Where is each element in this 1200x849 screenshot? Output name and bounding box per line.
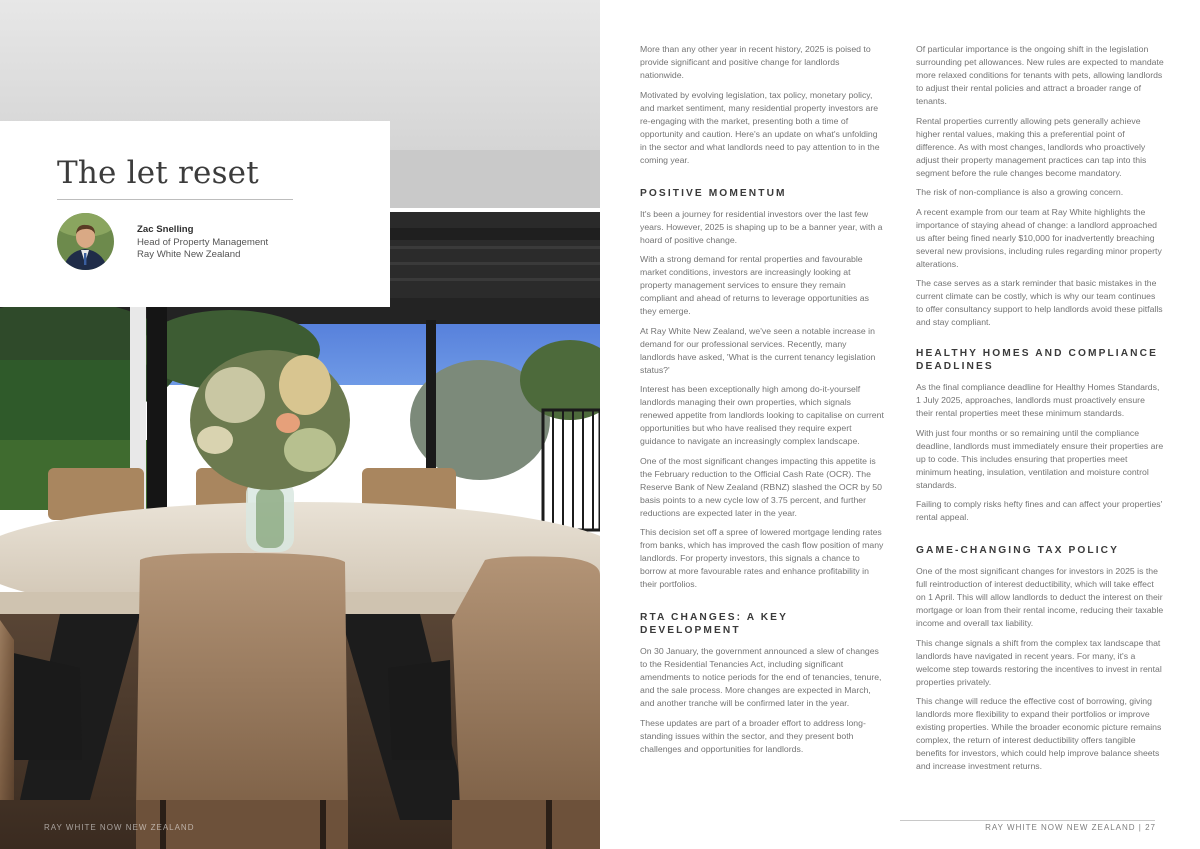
- pets-paragraph-5: The case serves as a stark reminder that basic mistakes in the current climate can be costly, which is why our team continues to offer consultancy support to help landlords avoid these pitfalls and stay compliant.: [916, 278, 1163, 327]
- title-card: [0, 121, 390, 307]
- tax-paragraph-2: This change signals a shift from the complex tax landscape that landlords have navigated in recent years. For many, it's a welcome step towards restoring the incentives to invest in rental properties privately.: [916, 637, 1162, 687]
- momentum-paragraph-4: Interest has been exceptionally high among do-it-yourself landlords managing their own properties, which signals renewed appetite from landlords looking to capitalise on current opportunities but who have realised they require expert guidance to navigate an increasingly complex landscape.: [640, 384, 884, 446]
- left-page-footer: RAY WHITE NOW NEW ZEALAND: [44, 823, 195, 832]
- healthy-paragraph-3: Failing to comply risks hefty fines and can affect your properties' rental appeal.: [916, 499, 1163, 522]
- pets-paragraph-3: The risk of non-compliance is also a growing concern.: [916, 187, 1124, 197]
- rta-paragraph-2: These updates are part of a broader effort to address long-standing issues within the sector, and they present both challenges and opportunities for landlords.: [640, 717, 866, 754]
- intro-paragraph-2: Motivated by evolving legislation, tax policy, monetary policy, and market sentiment, many residential property investors are re-engaging with the market, presenting both a time of opportunity and caution. Here's an update on what's unfolding in the sector and what landlords need to pay attention to in the coming year.: [640, 89, 880, 165]
- healthy-paragraph-2: With just four months or so remaining until the compliance deadline, landlords must immediately ensure their properties are up to code. This includes ensuring that properties meet minimum heating, insulation, ventilation and moisture control standards.: [916, 427, 1164, 490]
- momentum-paragraph-2: With a strong demand for rental properties and favourable market conditions, investors are increasingly looking at property management services to ensure they remain compliant and ahead of returns to leverage opportunities as they emerge.: [640, 254, 869, 316]
- author-portrait-icon: [57, 213, 114, 270]
- tax-paragraph-3: This change will reduce the effective cost of borrowing, giving landlords more flexibility to expand their portfolios or improve existing properties. While the broader economic picture remains complex, the return of interest deductibility offers tangible benefits for investors, which could help improve balance sheets and increase investment returns.: [916, 696, 1162, 771]
- right-page-footer: RAY WHITE NOW NEW ZEALAND | 27: [985, 823, 1156, 832]
- heading-positive-momentum: POSITIVE MOMENTUM: [640, 187, 787, 199]
- footer-divider: [900, 820, 1155, 821]
- heading-rta-changes: RTA CHANGES: A KEY DEVELOPMENT: [640, 612, 788, 636]
- intro-paragraph-1: More than any other year in recent history, 2025 is poised to provide significant and positive change for landlords nationwide.: [640, 44, 871, 80]
- momentum-paragraph-6: This decision set off a spree of lowered mortgage lending rates from banks, which has improved the cash flow position of many landlords. For property investors, this signals a chance to borrow at more favourable rates and enhance profitability in their portfolios.: [640, 527, 884, 589]
- article-title: The let reset: [57, 155, 259, 191]
- title-divider: [57, 199, 293, 200]
- text-column-1: [640, 43, 884, 762]
- rta-paragraph-1: On 30 January, the government announced a slew of changes to the Residential Tenancies Act, including significant amendments to notice periods for the end of tenancies, tenure, and the sale process. More changes are expected in March, and another tranche will be confirmed later in the year.: [640, 646, 882, 708]
- heading-tax-policy: GAME-CHANGING TAX POLICY: [916, 545, 1120, 556]
- healthy-paragraph-1: As the final compliance deadline for Healthy Homes Standards, 1 July 2025, approaches, landlords must proactively ensure their rental properties meet these minimum standards.: [916, 382, 1160, 418]
- author-org: Ray White New Zealand: [137, 249, 241, 260]
- momentum-paragraph-1: It's been a journey for residential investors over the last few years. However, 2025 is shaping up to be a banner year, with a hoard of positive change.: [640, 208, 883, 245]
- momentum-paragraph-5: One of the most significant changes impacting this appetite is the February reduction to the Official Cash Rate (OCR). The Reserve Bank of New Zealand (RBNZ) slashed the OCR by 50 basis points to a new cycle low of 3.75 percent, and further reductions are expected later in the year.: [640, 455, 882, 518]
- heading-healthy-homes: HEALTHY HOMES AND COMPLIANCE DEADLINES: [916, 348, 1158, 372]
- pets-paragraph-2: Rental properties currently allowing pets generally achieve higher rental values, making this a preferential point of difference. As with most changes, landlords who proactively adjust their property management practices can tap into this segment before the rule changes become mandatory.: [916, 115, 1147, 178]
- author-role: Head of Property Management: [137, 236, 269, 248]
- text-column-2: [916, 43, 1164, 780]
- tax-paragraph-1: One of the most significant changes for investors in 2025 is the full reintroduction of interest deductibility, which will take effect on 1 April. This will allow landlords to deduct the interest on their mortgage or loan from their rental income, reducing their taxable income and overall tax liability.: [916, 566, 1164, 628]
- pets-paragraph-1: Of particular importance is the ongoing shift in the legislation surrounding pet allowances. New rules are expected to mandate more relaxed conditions for tenants with pets, allowing landlords to adjust their rental policies and attract a broader range of tenants.: [916, 44, 1164, 106]
- author-avatar: [57, 213, 114, 270]
- author-info: [137, 224, 268, 262]
- momentum-paragraph-3: At Ray White New Zealand, we've seen a notable increase in demand for our professional services. Recently, many landlords have asked, 'What is the current tenancy legislation status?': [640, 325, 876, 375]
- pets-paragraph-4: A recent example from our team at Ray White highlights the importance of staying ahead of change: a landlord approached us after being fined nearly $10,000 for inadvertently breaching several new provisions, including rules regarding minor property alterations.: [916, 206, 1162, 269]
- author-name: Zac Snelling: [137, 224, 194, 235]
